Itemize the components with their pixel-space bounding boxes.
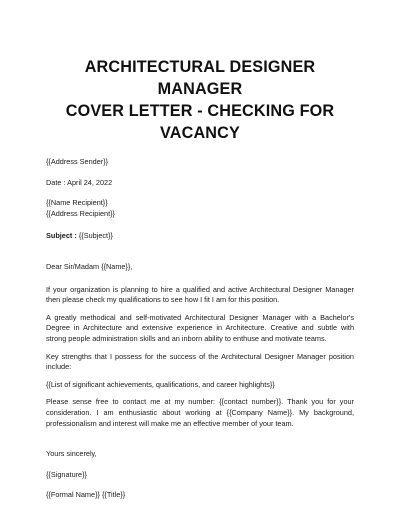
paragraph-intro: If your organization is planning to hire a qualified and active Architectural Designer Manager then please check my qualifications to see how I fit I am for this position.: [46, 284, 354, 305]
sign-off: Yours sincerely,: [46, 449, 97, 459]
document-title: [46, 56, 354, 144]
formal-name: {{Formal Name}} {{Title}}: [46, 490, 126, 500]
address-recipient: {{Address Recipient}}: [46, 208, 115, 218]
paragraph-contact: Please sense free to contact me at my number: {{contact number}}. Thank you for your consideration. I am enthusiastic about working at {{Company Name}}. My background, professionalism and interest will make me an effective member of your team.: [46, 397, 354, 428]
signature: {{Signature}}: [46, 469, 87, 479]
subject-value: {{Subject}}: [78, 231, 113, 241]
paragraph-profile: A greatly methodical and self-motivated Architectural Designer Manager with a Bachelor's Degree in Architecture and extensive experience in Architecture. Creative and subtle with strong people administration skills and an inborn ability to enthuse and motivate teams.: [46, 312, 354, 343]
date-value: April 24, 2022: [67, 177, 113, 187]
date-label: Date :: [46, 177, 66, 187]
title-line-1: ARCHITECTURAL DESIGNER MANAGER: [84, 58, 316, 98]
paragraph-strengths: Key strengths that I possess for the success of the Architectural Designer Manager position include:: [46, 351, 354, 372]
subject-label: Subject :: [46, 231, 77, 241]
salutation: Dear Sir/Madam {{Name}},: [46, 261, 133, 271]
subject-line: [46, 231, 354, 242]
paragraph-achievements: {{List of significant achievements, qualifications, and career highlights}}: [46, 379, 275, 389]
date-line: [46, 178, 354, 189]
name-recipient: {{Name Recipient}}: [46, 198, 108, 208]
title-line-2: COVER LETTER - CHECKING FOR VACANCY: [65, 102, 335, 142]
address-sender: {{Address Sender}}: [46, 157, 109, 166]
